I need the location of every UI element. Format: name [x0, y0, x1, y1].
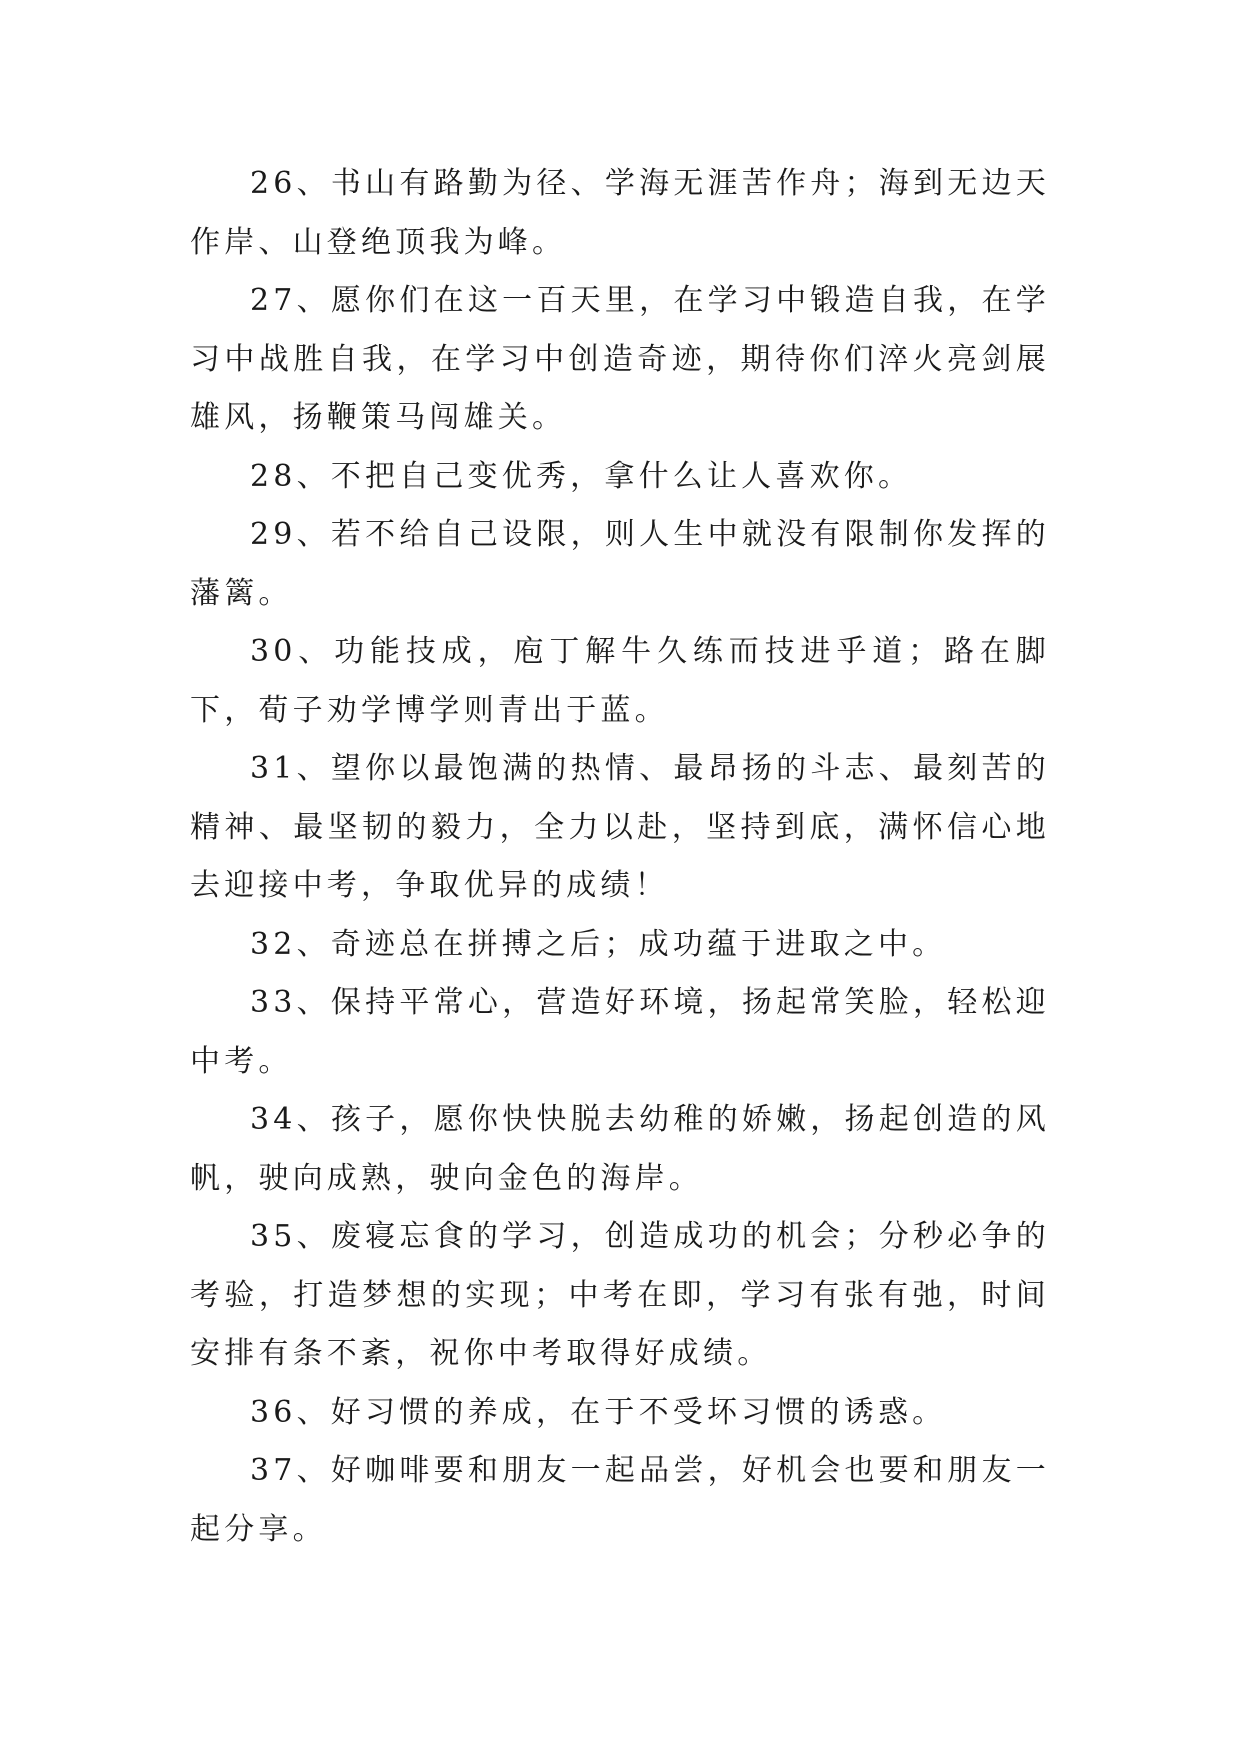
paragraph-34: 34、孩子，愿你快快脱去幼稚的娇嫩，扬起创造的风帆，驶向成熟，驶向金色的海岸。 [190, 1102, 1050, 1196]
paragraph-33: 33、保持平常心，营造好环境，扬起常笑脸，轻松迎中考。 [190, 985, 1050, 1079]
paragraph-32: 32、奇迹总在拼搏之后；成功蕴于进取之中。 [250, 926, 947, 962]
paragraph-26: 26、书山有路勤为径、学海无涯苦作舟；海到无边天作岸、山登绝顶我为峰。 [190, 166, 1050, 260]
paragraph-36: 36、好习惯的养成，在于不受坏习惯的诱惑。 [250, 1394, 947, 1430]
paragraph-27: 27、愿你们在这一百天里，在学习中锻造自我，在学习中战胜自我，在学习中创造奇迹，期待你们淬火亮剑展雄风，扬鞭策马闯雄关。 [190, 283, 1050, 435]
paragraph-35: 35、废寝忘食的学习，创造成功的机会；分秒必争的考验，打造梦想的实现；中考在即，学习有张有弛，时间安排有条不紊，祝你中考取得好成绩。 [190, 1219, 1050, 1371]
paragraph-37: 37、好咖啡要和朋友一起品尝，好机会也要和朋友一起分享。 [190, 1453, 1050, 1547]
paragraph-28: 28、不把自己变优秀，拿什么让人喜欢你。 [250, 458, 913, 494]
paragraph-29: 29、若不给自己设限，则人生中就没有限制你发挥的藩篱。 [190, 517, 1050, 611]
paragraph-31: 31、望你以最饱满的热情、最昂扬的斗志、最刻苦的精神、最坚韧的毅力，全力以赴，坚持到底，满怀信心地去迎接中考，争取优异的成绩！ [190, 751, 1050, 903]
paragraph-30: 30、功能技成，庖丁解牛久练而技进乎道；路在脚下，荀子劝学博学则青出于蓝。 [190, 634, 1050, 728]
document-body [190, 155, 1050, 1559]
